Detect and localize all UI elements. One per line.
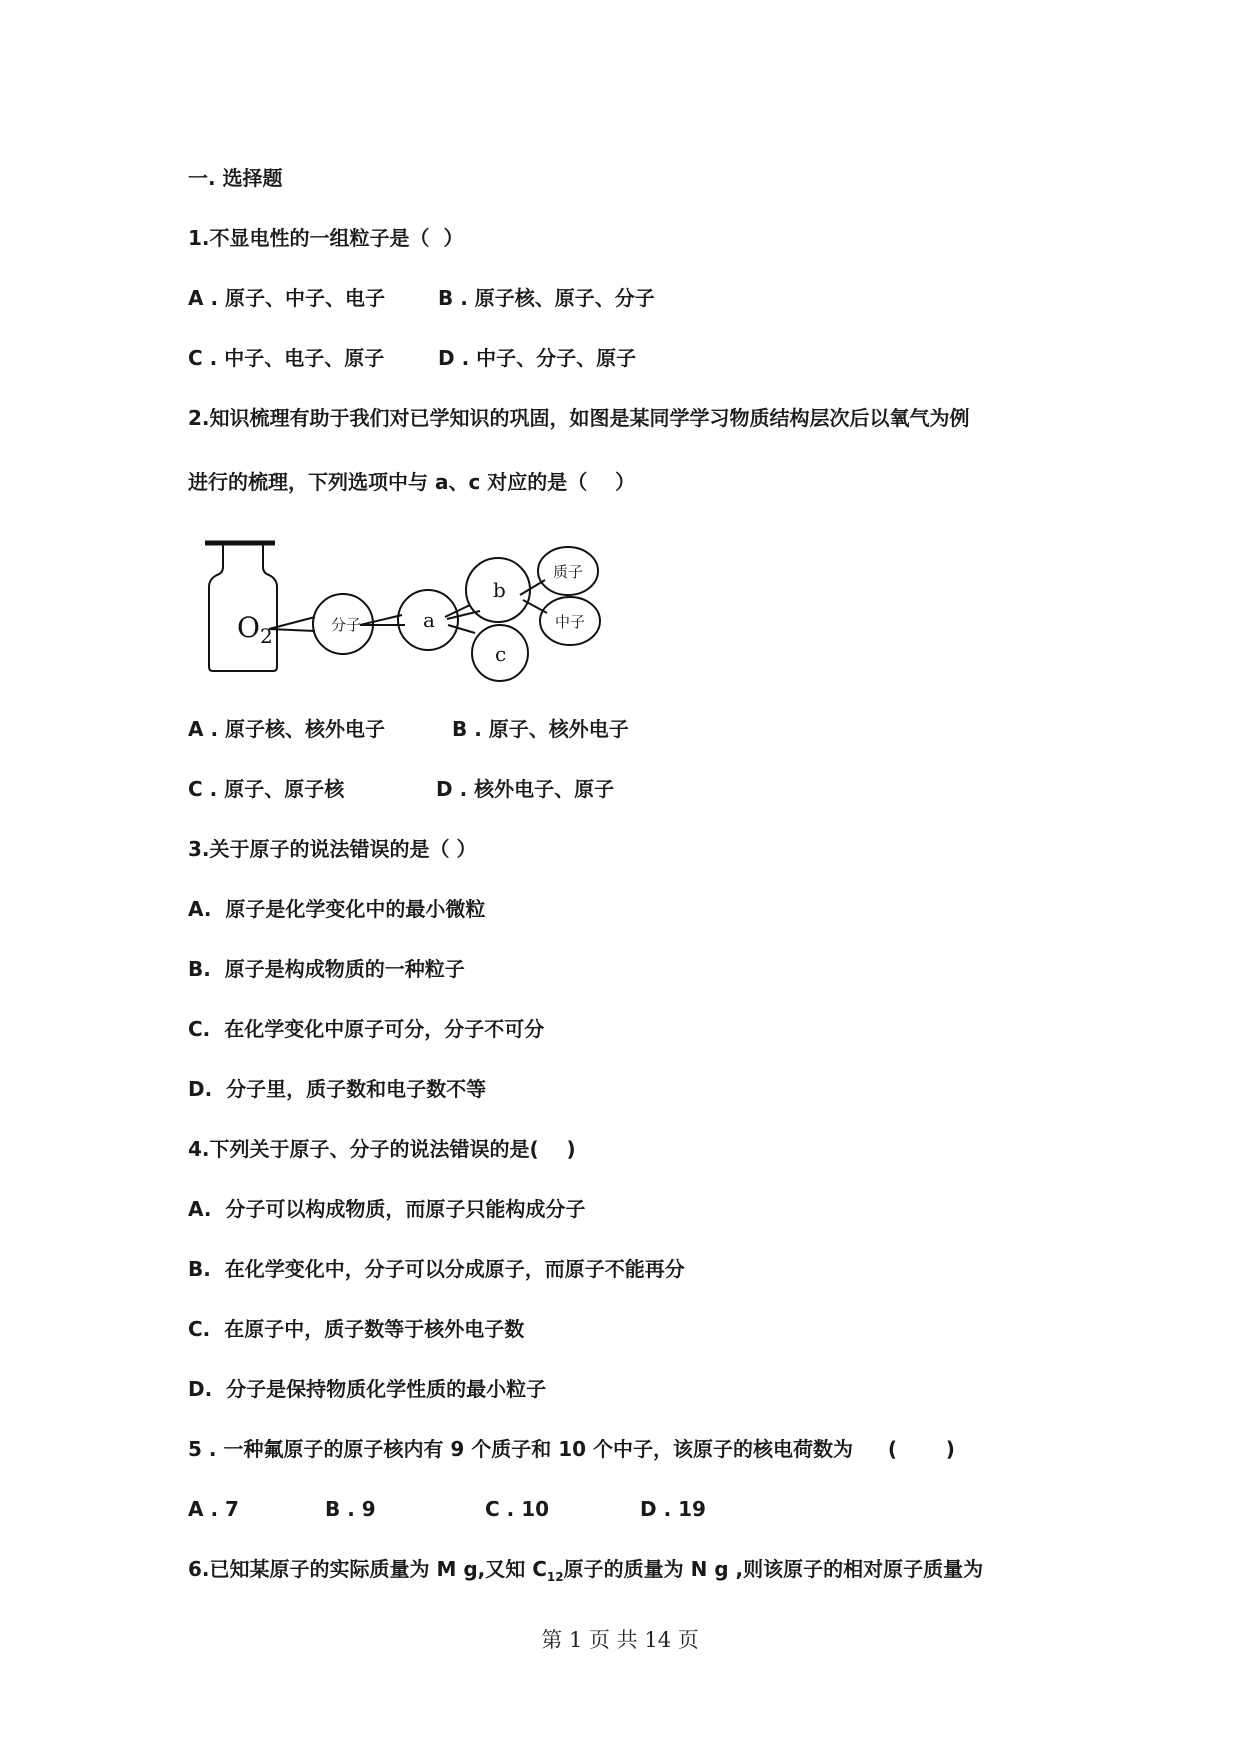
- diagram-svg: [195, 535, 635, 695]
- question-2-stem-line2: 进行的梳理，下列选项中与 a、c 对应的是（ ）: [188, 470, 636, 494]
- question-3-stem: 3.关于原子的说法错误的是（ ）: [188, 837, 477, 861]
- svg-text:质子: 质子: [553, 563, 584, 581]
- q5-option-d: D . 19: [640, 1497, 706, 1521]
- q2-option-a: A . 原子核、核外电子: [188, 717, 386, 741]
- q4-option-c: C. 在原子中，质子数等于核外电子数: [188, 1317, 525, 1341]
- question-1-stem: 1.不显电性的一组粒子是（ ）: [188, 226, 464, 250]
- question-6-stem: [188, 1555, 983, 1591]
- svg-text:c: c: [495, 642, 507, 666]
- q5-option-a: A . 7: [188, 1497, 239, 1521]
- q1-option-a: A . 原子、中子、电子: [188, 286, 386, 310]
- q6-stem-post: 原子的质量为 N g ,则该原子的相对原子质量为: [563, 1557, 984, 1581]
- svg-text:中子: 中子: [555, 613, 586, 631]
- node-molecule: 分子: [331, 616, 362, 634]
- q5-option-c: C . 10: [485, 1497, 550, 1521]
- q3-option-d: D. 分子里，质子数和电子数不等: [188, 1077, 487, 1101]
- q1-option-d: D . 中子、分子、原子: [438, 346, 637, 370]
- q2-option-b: B . 原子、核外电子: [452, 717, 629, 741]
- section-title: 一. 选择题: [188, 166, 283, 190]
- q6-stem-pre: 6.已知某原子的实际质量为 M g,又知 C: [188, 1557, 547, 1581]
- q3-option-a: A. 原子是化学变化中的最小微粒: [188, 897, 486, 921]
- q4-option-d: D. 分子是保持物质化学性质的最小粒子: [188, 1377, 547, 1401]
- svg-text:O2: $O_2$: [237, 611, 273, 648]
- q4-option-a: A. 分子可以构成物质，而原子只能构成分子: [188, 1197, 586, 1221]
- question-4-stem: 4.下列关于原子、分子的说法错误的是( ): [188, 1137, 576, 1161]
- question-2-stem-line1: 2.知识梳理有助于我们对已学知识的巩固，如图是某同学学习物质结构层次后以氧气为例: [188, 406, 970, 430]
- q5-option-b: B . 9: [325, 1497, 376, 1521]
- q2-option-d: D . 核外电子、原子: [436, 777, 615, 801]
- q2-option-c: C . 原子、原子核: [188, 777, 345, 801]
- matter-structure-diagram: [195, 535, 635, 695]
- question-5-stem: 5 . 一种氟原子的原子核内有 9 个质子和 10 个中子，该原子的核电荷数为 ( ): [188, 1437, 955, 1461]
- q1-option-b: B . 原子核、原子、分子: [438, 286, 655, 310]
- page-footer: 第 1 页 共 14 页: [541, 1628, 699, 1652]
- q3-option-c: C. 在化学变化中原子可分，分子不可分: [188, 1017, 545, 1041]
- svg-text:b: b: [493, 578, 506, 602]
- q3-option-b: B. 原子是构成物质的一种粒子: [188, 957, 465, 981]
- q6-stem-sub: 12: [546, 1570, 564, 1584]
- q1-option-c: C . 中子、电子、原子: [188, 346, 385, 370]
- q4-option-b: B. 在化学变化中，分子可以分成原子，而原子不能再分: [188, 1257, 685, 1281]
- svg-text:a: a: [423, 608, 435, 632]
